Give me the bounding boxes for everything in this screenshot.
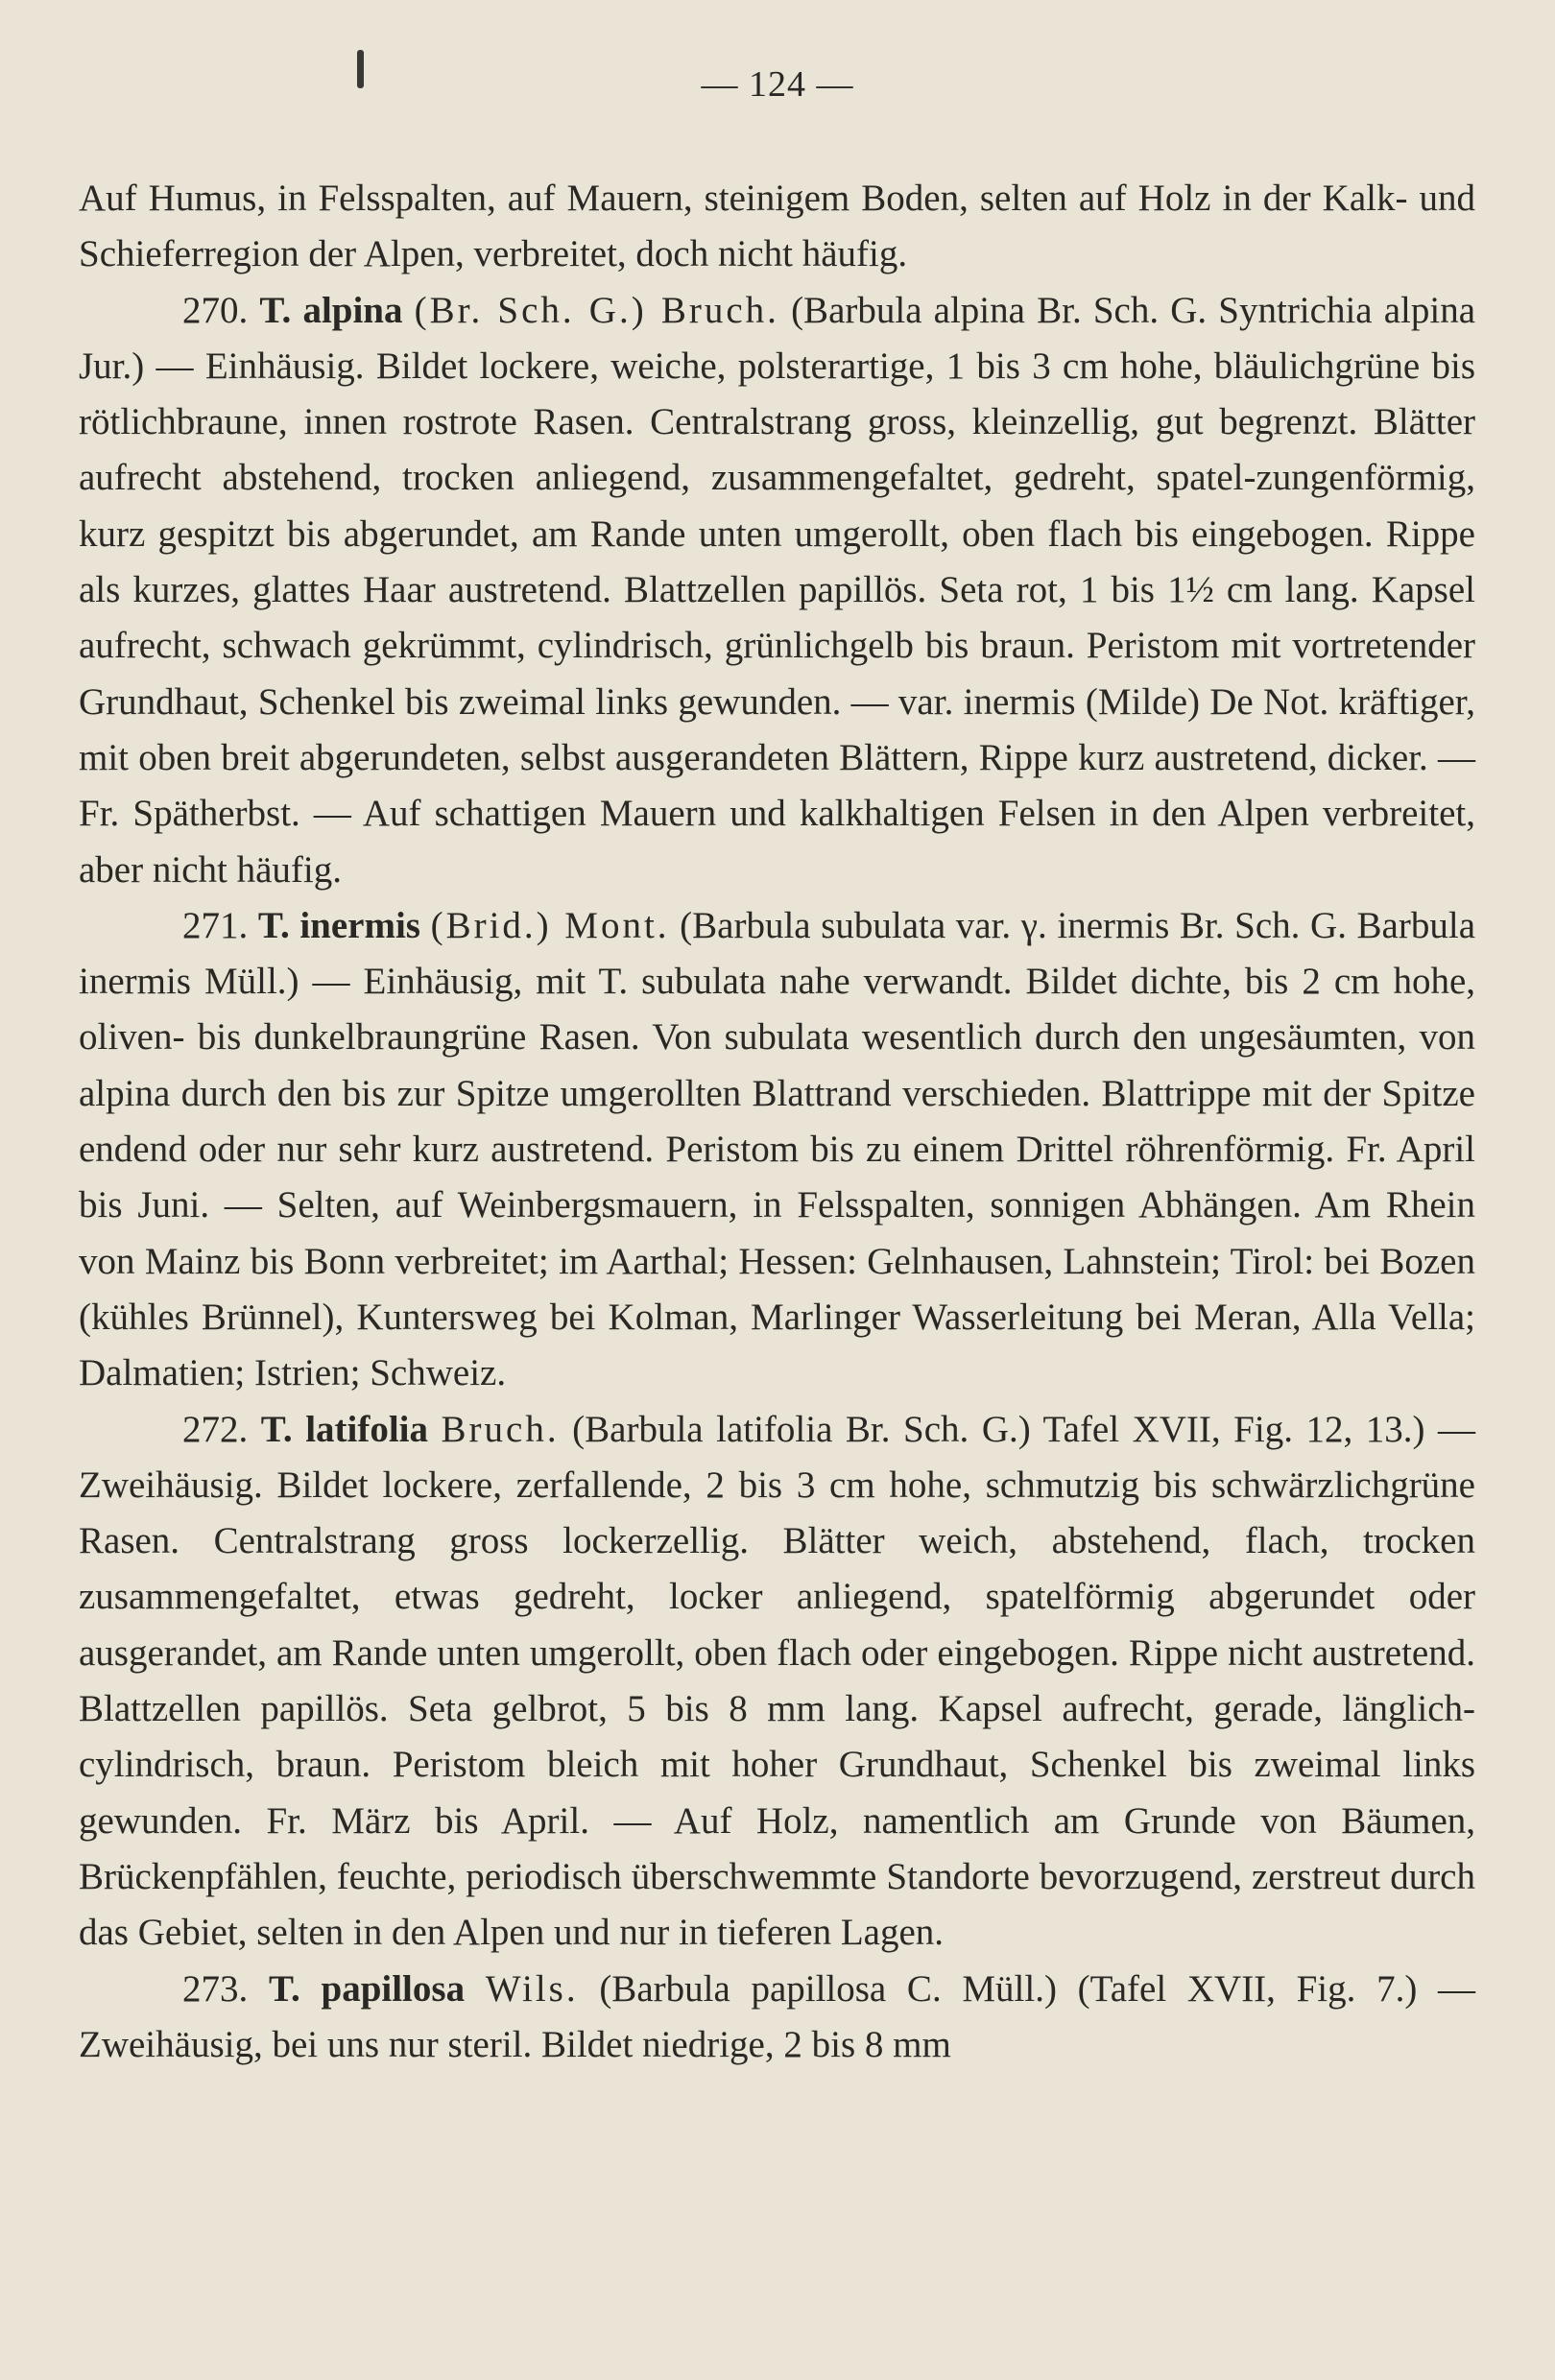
genus-abbrev: T. — [260, 1408, 293, 1450]
species-description: (Barbula papillosa C. Müll.) (Tafel XVII, Fig. 7.) — Zweihäusig, bei uns nur steril. Bildet niedrige, 2 bis 8 mm — [79, 1967, 1475, 2065]
genus-abbrev: T. — [259, 289, 292, 331]
entry-number: 270. — [182, 289, 249, 331]
genus-abbrev: T. — [268, 1967, 300, 2010]
species-name: papillosa — [321, 1967, 466, 2010]
entry-number: 271. — [182, 904, 249, 946]
species-author: Bruch. — [441, 1408, 560, 1450]
species-description: (Barbula latifolia Br. Sch. G.) Tafel XVII, Fig. 12, 13.) — Zweihäusig. Bildet lockere, zerfallende, 2 bis 3 cm hohe, schmutzig bis schwärzlichgrüne Rasen. Centralstrang gross lockerzellig. Blätter weich, abstehend, flach, trocken zusammengefaltet, etwas gedreht, locker anliegend, spatelförmig abgerundet oder ausgerandet, am Rande unten umgerollt, oben flach oder eingebogen. Rippe nicht austretend. Blattzellen papillös. Seta gelbrot, 5 bis 8 mm lang. Kapsel aufrecht, gerade, länglich-cylindrisch, braun. Peristom bleich mit hoher Grundhaut, Schenkel bis zweimal links gewunden. Fr. März bis April. — Auf Holz, namentlich am Grunde von Bäumen, Brückenpfählen, feuchte, periodisch überschwemmte Standorte bevorzugend, zerstreut durch das Gebiet, selten in den Alpen und nur in tieferen Lagen. — [79, 1408, 1476, 1954]
species-author: (Brid.) Mont. — [430, 904, 670, 946]
entry-number: 273. — [182, 1967, 249, 2010]
species-entry-272 — [79, 1402, 1475, 1962]
page-number: — 124 — — [701, 64, 854, 105]
entry-number: 272. — [182, 1408, 249, 1450]
body-text — [79, 171, 1475, 2073]
species-description: (Barbula alpina Br. Sch. G. Syntrichia alpina Jur.) — Einhäusig. Bildet lockere, weiche, polsterartige, 1 bis 3 cm hohe, bläulichgrüne bis rötlichbraune, innen rostrote Rasen. Centralstrang gross, kleinzellig, gut begrenzt. Blätter aufrecht abstehend, trocken anliegend, zusammengefaltet, gedreht, spatel-zungenförmig, kurz gespitzt bis abgerundet, am Rande unten umgerollt, oben flach bis eingebogen. Rippe als kurzes, glattes Haar austretend. Blattzellen papillös. Seta rot, 1 bis 1½ cm lang. Kapsel aufrecht, schwach gekrümmt, cylindrisch, grünlichgelb bis braun. Peristom mit vortretender Grundhaut, Schenkel bis zweimal links gewunden. — var. inermis (Milde) De Not. kräftiger, mit oben breit abgerundeten, selbst ausgerandeten Blättern, Rippe kurz austretend, dicker. — Fr. Spätherbst. — Auf schattigen Mauern und kalkhaltigen Felsen in den Alpen verbreitet, aber nicht häufig. — [79, 289, 1476, 891]
genus-abbrev: T. — [257, 904, 290, 946]
species-name: alpina — [302, 289, 403, 331]
species-entry-273 — [79, 1962, 1475, 2074]
species-entry-270 — [79, 283, 1475, 898]
species-entry-271 — [79, 898, 1475, 1402]
species-name: latifolia — [305, 1408, 429, 1450]
intro-paragraph: Auf Humus, in Felsspalten, auf Mauern, steinigem Boden, selten auf Holz in der Kalk- und Schieferregion der Alpen, verbreitet, doch nicht häufig. — [79, 178, 1475, 275]
species-name: inermis — [299, 904, 420, 946]
species-author: (Br. Sch. G.) Bruch. — [414, 289, 779, 331]
species-description: (Barbula subulata var. γ. inermis Br. Sch. G. Barbula inermis Müll.) — Einhäusig, mit T. subulata nahe verwandt. Bildet dichte, bis 2 cm hohe, oliven- bis dunkelbraungrüne Rasen. Von subulata wesentlich durch den ungesäumten, von alpina durch den bis zur Spitze umgerollten Blattrand verschieden. Blattrippe mit der Spitze endend oder nur sehr kurz austretend. Peristom bis zu einem Drittel röhrenförmig. Fr. April bis Juni. — Selten, auf Weinbergsmauern, in Felsspalten, sonnigen Abhängen. Am Rhein von Mainz bis Bonn verbreitet; im Aarthal; Hessen: Gelnhausen, Lahnstein; Tirol: bei Bozen (kühles Brünnel), Kuntersweg bei Kolman, Marlinger Wasserleitung bei Meran, Alla Vella; Dalmatien; Istrien; Schweiz. — [79, 904, 1476, 1394]
species-author: Wils. — [485, 1967, 579, 2010]
